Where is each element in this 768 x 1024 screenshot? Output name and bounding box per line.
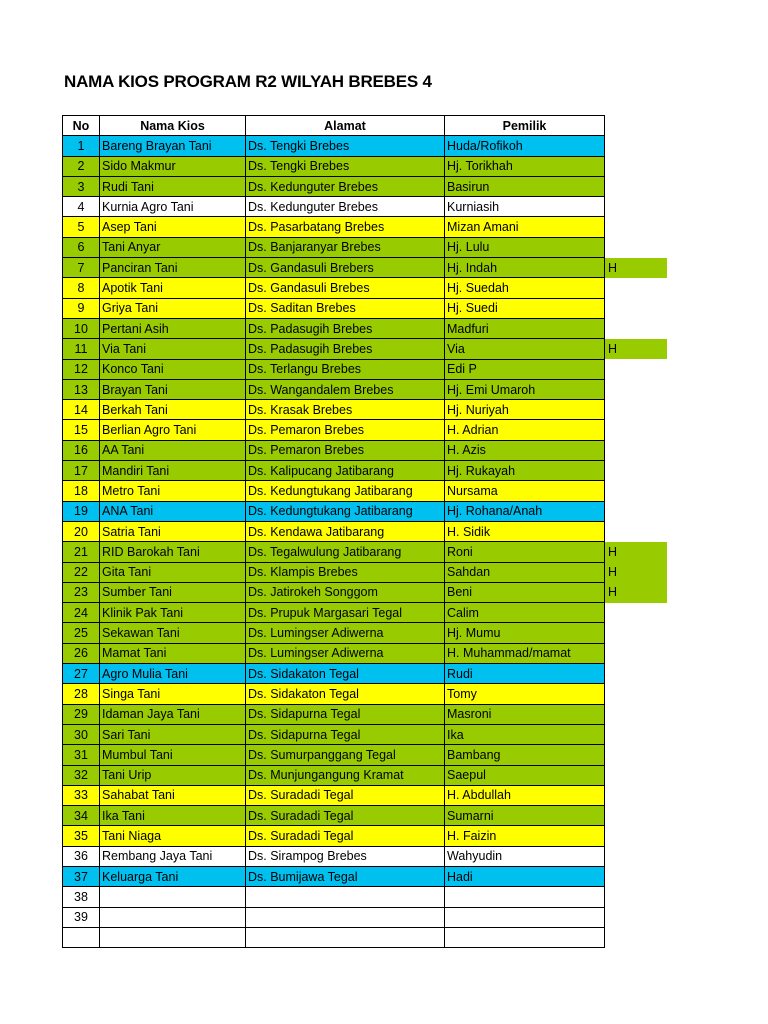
cell-nama-kios: Kurnia Agro Tani <box>100 197 246 217</box>
header-alamat: Alamat <box>246 116 445 136</box>
cell-no: 15 <box>63 420 100 440</box>
cell-no: 6 <box>63 237 100 257</box>
cell-nama-kios <box>100 887 246 907</box>
cell-alamat: Ds. Krasak Brebes <box>246 400 445 420</box>
cell-nama-kios: Satria Tani <box>100 521 246 541</box>
table-row <box>63 197 668 217</box>
cell-alamat: Ds. Sidakaton Tegal <box>246 664 445 684</box>
cell-alamat: Ds. Banjaranyar Brebes <box>246 237 445 257</box>
cell-nama-kios: Keluarga Tani <box>100 866 246 886</box>
cell-alamat: Ds. Suradadi Tegal <box>246 785 445 805</box>
cell-alamat: Ds. Sumurpanggang Tegal <box>246 745 445 765</box>
cell-pemilik: Hadi <box>445 866 605 886</box>
cell-nama-kios: Rudi Tani <box>100 176 246 196</box>
table-row <box>63 745 668 765</box>
cell-extra <box>605 298 668 318</box>
table-row <box>63 217 668 237</box>
cell-alamat: Ds. Kedungtukang Jatibarang <box>246 501 445 521</box>
cell-extra <box>605 420 668 440</box>
cell-nama-kios: Tani Niaga <box>100 826 246 846</box>
cell-nama-kios: Berlian Agro Tani <box>100 420 246 440</box>
table-row <box>63 866 668 886</box>
cell-pemilik: Mizan Amani <box>445 217 605 237</box>
cell-pemilik: Hj. Indah <box>445 258 605 278</box>
cell-nama-kios: Tani Urip <box>100 765 246 785</box>
cell-no: 24 <box>63 603 100 623</box>
cell-nama-kios: Sari Tani <box>100 724 246 744</box>
table-row <box>63 176 668 196</box>
cell-extra <box>605 440 668 460</box>
cell-pemilik: H. Muhammad/mamat <box>445 643 605 663</box>
cell-alamat: Ds. Gandasuli Brebes <box>246 278 445 298</box>
cell-nama-kios: Pertani Asih <box>100 318 246 338</box>
table-row <box>63 379 668 399</box>
cell-pemilik: Saepul <box>445 765 605 785</box>
table-row <box>63 298 668 318</box>
cell-extra <box>605 623 668 643</box>
cell-extra <box>605 724 668 744</box>
cell-alamat: Ds. Munjungangung Kramat <box>246 765 445 785</box>
cell-alamat: Ds. Suradadi Tegal <box>246 806 445 826</box>
cell-no: 18 <box>63 481 100 501</box>
cell-pemilik: Huda/Rofikoh <box>445 136 605 156</box>
table-row <box>63 664 668 684</box>
table-row <box>63 582 668 602</box>
cell-no <box>63 927 100 947</box>
cell-alamat: Ds. Suradadi Tegal <box>246 826 445 846</box>
cell-extra <box>605 318 668 338</box>
cell-no: 39 <box>63 907 100 927</box>
cell-pemilik: Beni <box>445 582 605 602</box>
cell-alamat: Ds. Klampis Brebes <box>246 562 445 582</box>
cell-nama-kios: Klinik Pak Tani <box>100 603 246 623</box>
cell-alamat: Ds. Gandasuli Brebers <box>246 258 445 278</box>
cell-pemilik: Edi P <box>445 359 605 379</box>
cell-alamat: Ds. Jatirokeh Songgom <box>246 582 445 602</box>
table-body <box>63 136 668 948</box>
cell-alamat: Ds. Terlangu Brebes <box>246 359 445 379</box>
cell-nama-kios: Bareng Brayan Tani <box>100 136 246 156</box>
cell-no: 29 <box>63 704 100 724</box>
cell-nama-kios: RID Barokah Tani <box>100 542 246 562</box>
table-row <box>63 481 668 501</box>
cell-no: 19 <box>63 501 100 521</box>
cell-no: 25 <box>63 623 100 643</box>
cell-alamat: Ds. Tegalwulung Jatibarang <box>246 542 445 562</box>
cell-no: 12 <box>63 359 100 379</box>
cell-pemilik: Sahdan <box>445 562 605 582</box>
cell-pemilik <box>445 927 605 947</box>
cell-extra <box>605 806 668 826</box>
cell-no: 30 <box>63 724 100 744</box>
cell-nama-kios: Brayan Tani <box>100 379 246 399</box>
cell-pemilik: Calim <box>445 603 605 623</box>
cell-extra <box>605 400 668 420</box>
cell-alamat: Ds. Kedunguter Brebes <box>246 197 445 217</box>
cell-alamat <box>246 927 445 947</box>
table-row <box>63 704 668 724</box>
cell-pemilik: Basirun <box>445 176 605 196</box>
cell-nama-kios: Panciran Tani <box>100 258 246 278</box>
cell-no: 22 <box>63 562 100 582</box>
cell-alamat: Ds. Tengki Brebes <box>246 136 445 156</box>
cell-alamat: Ds. Pemaron Brebes <box>246 420 445 440</box>
cell-no: 20 <box>63 521 100 541</box>
cell-nama-kios: Mamat Tani <box>100 643 246 663</box>
table-row <box>63 318 668 338</box>
cell-pemilik: Hj. Mumu <box>445 623 605 643</box>
cell-alamat <box>246 887 445 907</box>
cell-pemilik: Ika <box>445 724 605 744</box>
cell-alamat: Ds. Pasarbatang Brebes <box>246 217 445 237</box>
cell-no: 7 <box>63 258 100 278</box>
table-row <box>63 420 668 440</box>
cell-no: 11 <box>63 339 100 359</box>
cell-pemilik: Hj. Nuriyah <box>445 400 605 420</box>
table-row <box>63 623 668 643</box>
header-pemilik: Pemilik <box>445 116 605 136</box>
table-row <box>63 643 668 663</box>
cell-nama-kios: Griya Tani <box>100 298 246 318</box>
cell-nama-kios: Konco Tani <box>100 359 246 379</box>
cell-pemilik: Kurniasih <box>445 197 605 217</box>
cell-no: 34 <box>63 806 100 826</box>
cell-extra <box>605 927 668 947</box>
cell-pemilik <box>445 907 605 927</box>
page-title: NAMA KIOS PROGRAM R2 WILYAH BREBES 4 <box>64 72 432 91</box>
cell-pemilik: Madfuri <box>445 318 605 338</box>
cell-pemilik: Sumarni <box>445 806 605 826</box>
table-header-row <box>63 116 668 136</box>
table-row <box>63 765 668 785</box>
cell-pemilik: Hj. Lulu <box>445 237 605 257</box>
cell-nama-kios: AA Tani <box>100 440 246 460</box>
cell-alamat: Ds. Padasugih Brebes <box>246 318 445 338</box>
cell-nama-kios: Rembang Jaya Tani <box>100 846 246 866</box>
cell-no: 10 <box>63 318 100 338</box>
cell-extra: H <box>605 562 668 582</box>
cell-extra: H <box>605 582 668 602</box>
cell-nama-kios: Via Tani <box>100 339 246 359</box>
cell-no: 16 <box>63 440 100 460</box>
table-row <box>63 461 668 481</box>
cell-extra <box>605 907 668 927</box>
cell-extra <box>605 603 668 623</box>
header-nama-kios: Nama Kios <box>100 116 246 136</box>
table-row <box>63 501 668 521</box>
cell-no: 9 <box>63 298 100 318</box>
cell-extra: H <box>605 339 668 359</box>
cell-extra <box>605 379 668 399</box>
cell-alamat: Ds. Sidapurna Tegal <box>246 724 445 744</box>
cell-extra <box>605 521 668 541</box>
cell-extra <box>605 704 668 724</box>
cell-alamat: Ds. Sidakaton Tegal <box>246 684 445 704</box>
kios-table <box>62 115 668 948</box>
cell-pemilik: Hj. Emi Umaroh <box>445 379 605 399</box>
cell-nama-kios: Metro Tani <box>100 481 246 501</box>
cell-nama-kios: ANA Tani <box>100 501 246 521</box>
cell-alamat: Ds. Sirampog Brebes <box>246 846 445 866</box>
cell-nama-kios: Mandiri Tani <box>100 461 246 481</box>
table-row <box>63 440 668 460</box>
cell-no: 38 <box>63 887 100 907</box>
cell-extra <box>605 176 668 196</box>
table-row <box>63 562 668 582</box>
cell-pemilik: Rudi <box>445 664 605 684</box>
cell-nama-kios: Mumbul Tani <box>100 745 246 765</box>
cell-pemilik: Nursama <box>445 481 605 501</box>
cell-pemilik: Wahyudin <box>445 846 605 866</box>
cell-no: 4 <box>63 197 100 217</box>
cell-extra: H <box>605 258 668 278</box>
cell-pemilik: Via <box>445 339 605 359</box>
cell-nama-kios: Idaman Jaya Tani <box>100 704 246 724</box>
cell-pemilik: Bambang <box>445 745 605 765</box>
table-row <box>63 136 668 156</box>
table-row <box>63 400 668 420</box>
table-row <box>63 826 668 846</box>
cell-pemilik: Hj. Suedi <box>445 298 605 318</box>
table-row <box>63 785 668 805</box>
cell-no: 23 <box>63 582 100 602</box>
cell-nama-kios: Apotik Tani <box>100 278 246 298</box>
cell-pemilik: Hj. Rukayah <box>445 461 605 481</box>
cell-extra <box>605 156 668 176</box>
cell-extra <box>605 887 668 907</box>
cell-no: 5 <box>63 217 100 237</box>
table-row <box>63 156 668 176</box>
cell-alamat: Ds. Padasugih Brebes <box>246 339 445 359</box>
cell-alamat: Ds. Lumingser Adiwerna <box>246 623 445 643</box>
cell-alamat: Ds. Kalipucang Jatibarang <box>246 461 445 481</box>
cell-pemilik: H. Abdullah <box>445 785 605 805</box>
table-row <box>63 278 668 298</box>
table-row <box>63 724 668 744</box>
table-row <box>63 907 668 927</box>
table-row <box>63 521 668 541</box>
cell-pemilik <box>445 887 605 907</box>
cell-nama-kios: Berkah Tani <box>100 400 246 420</box>
cell-alamat: Ds. Saditan Brebes <box>246 298 445 318</box>
cell-pemilik: H. Faizin <box>445 826 605 846</box>
table-row <box>63 806 668 826</box>
cell-no: 32 <box>63 765 100 785</box>
cell-extra <box>605 785 668 805</box>
cell-extra <box>605 664 668 684</box>
cell-pemilik: H. Adrian <box>445 420 605 440</box>
cell-no: 8 <box>63 278 100 298</box>
cell-nama-kios: Agro Mulia Tani <box>100 664 246 684</box>
cell-nama-kios <box>100 927 246 947</box>
cell-nama-kios: Tani Anyar <box>100 237 246 257</box>
cell-no: 14 <box>63 400 100 420</box>
cell-pemilik: Roni <box>445 542 605 562</box>
cell-pemilik: H. Azis <box>445 440 605 460</box>
cell-extra <box>605 136 668 156</box>
table-row <box>63 258 668 278</box>
cell-extra <box>605 745 668 765</box>
cell-extra <box>605 481 668 501</box>
cell-alamat: Ds. Kedunguter Brebes <box>246 176 445 196</box>
cell-extra <box>605 217 668 237</box>
cell-alamat: Ds. Kendawa Jatibarang <box>246 521 445 541</box>
cell-extra <box>605 826 668 846</box>
cell-alamat: Ds. Kedungtukang Jatibarang <box>246 481 445 501</box>
cell-alamat: Ds. Bumijawa Tegal <box>246 866 445 886</box>
cell-nama-kios: Gita Tani <box>100 562 246 582</box>
cell-nama-kios: Ika Tani <box>100 806 246 826</box>
cell-extra <box>605 866 668 886</box>
header-no: No <box>63 116 100 136</box>
cell-alamat: Ds. Tengki Brebes <box>246 156 445 176</box>
cell-extra <box>605 359 668 379</box>
cell-alamat: Ds. Lumingser Adiwerna <box>246 643 445 663</box>
table-row <box>63 237 668 257</box>
cell-no: 17 <box>63 461 100 481</box>
table-row <box>63 339 668 359</box>
table-row <box>63 542 668 562</box>
cell-no: 26 <box>63 643 100 663</box>
cell-no: 2 <box>63 156 100 176</box>
table-row <box>63 603 668 623</box>
cell-nama-kios: Singa Tani <box>100 684 246 704</box>
cell-nama-kios: Asep Tani <box>100 217 246 237</box>
cell-extra <box>605 461 668 481</box>
cell-nama-kios: Sumber Tani <box>100 582 246 602</box>
cell-pemilik: Hj. Rohana/Anah <box>445 501 605 521</box>
cell-alamat: Ds. Wangandalem Brebes <box>246 379 445 399</box>
header-extra <box>605 116 668 136</box>
cell-alamat <box>246 907 445 927</box>
cell-no: 33 <box>63 785 100 805</box>
cell-alamat: Ds. Sidapurna Tegal <box>246 704 445 724</box>
cell-extra <box>605 765 668 785</box>
cell-pemilik: Hj. Suedah <box>445 278 605 298</box>
table-row <box>63 846 668 866</box>
cell-nama-kios: Sekawan Tani <box>100 623 246 643</box>
cell-pemilik: Tomy <box>445 684 605 704</box>
table-row <box>63 927 668 947</box>
cell-nama-kios: Sahabat Tani <box>100 785 246 805</box>
cell-no: 3 <box>63 176 100 196</box>
cell-extra <box>605 278 668 298</box>
cell-no: 28 <box>63 684 100 704</box>
cell-no: 31 <box>63 745 100 765</box>
table-row <box>63 887 668 907</box>
cell-extra <box>605 501 668 521</box>
cell-extra <box>605 643 668 663</box>
table-row <box>63 359 668 379</box>
cell-no: 35 <box>63 826 100 846</box>
cell-no: 13 <box>63 379 100 399</box>
table-row <box>63 684 668 704</box>
cell-pemilik: H. Sidik <box>445 521 605 541</box>
cell-pemilik: Hj. Torikhah <box>445 156 605 176</box>
cell-extra <box>605 846 668 866</box>
cell-extra: H <box>605 542 668 562</box>
cell-no: 1 <box>63 136 100 156</box>
cell-alamat: Ds. Prupuk Margasari Tegal <box>246 603 445 623</box>
cell-no: 27 <box>63 664 100 684</box>
cell-extra <box>605 197 668 217</box>
cell-no: 37 <box>63 866 100 886</box>
cell-nama-kios <box>100 907 246 927</box>
cell-extra <box>605 237 668 257</box>
cell-no: 21 <box>63 542 100 562</box>
cell-alamat: Ds. Pemaron Brebes <box>246 440 445 460</box>
cell-no: 36 <box>63 846 100 866</box>
cell-nama-kios: Sido Makmur <box>100 156 246 176</box>
cell-extra <box>605 684 668 704</box>
cell-pemilik: Masroni <box>445 704 605 724</box>
